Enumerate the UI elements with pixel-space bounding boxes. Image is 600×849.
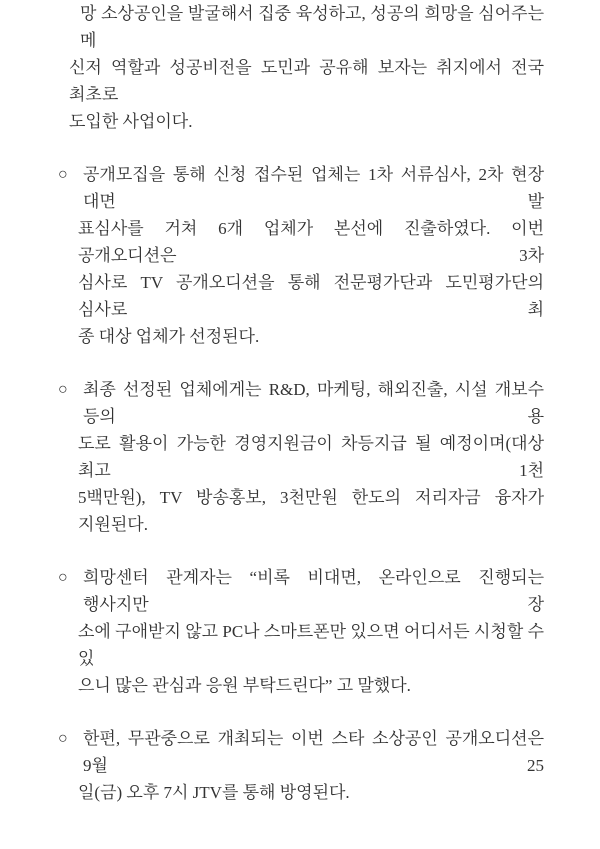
bullet-marker: ○ (58, 730, 68, 747)
bullet-marker: ○ (58, 381, 68, 398)
paragraph-line: 도로 활용이 가능한 경영지원금이 차등지급 될 예정이며(대상 최고 1천 (78, 434, 544, 480)
paragraph-line: 도입한 사업이다. (69, 112, 193, 131)
paragraph-line: 종 대상 업체가 선정된다. (78, 327, 260, 346)
paragraph-line: 심사로 TV 공개오디션을 통해 전문평가단과 도민평가단의 심사로 최 (78, 273, 544, 319)
paragraph-line: 5백만원), TV 방송홍보, 3천만원 한도의 저리자금 융자가 지원된다. (78, 488, 544, 534)
paragraph-line: 표심사를 거쳐 6개 업체가 본선에 진출하였다. 이번 공개오디션은 3차 (78, 219, 544, 265)
paragraph-line: 일(금) 오후 7시 JTV를 통해 방영된다. (78, 783, 350, 802)
paragraph-line: 희망센터 관계자는 “비록 비대면, 온라인으로 진행되는 행사지만 장 (83, 568, 544, 614)
paragraph (58, 376, 544, 538)
paragraph-line: 망 소상공인을 발굴해서 집중 육성하고, 성공의 희망을 심어주는 메 (80, 4, 544, 50)
paragraph (58, 161, 544, 350)
paragraph (58, 564, 544, 699)
bullet-marker: ○ (58, 569, 68, 586)
paragraph (69, 0, 544, 135)
paragraph-line: 한편, 무관중으로 개최되는 이번 스타 소상공인 공개오디션은 9월 25 (83, 729, 544, 775)
paragraph-line: 신저 역할과 성공비전을 도민과 공유해 보자는 취지에서 전국 최초로 (69, 58, 544, 104)
paragraph-line: 공개모집을 통해 신청 접수된 업체는 1차 서류심사, 2차 현장 대면 발 (83, 165, 544, 211)
paragraph-line: 소에 구애받지 않고 PC나 스마트폰만 있으면 어디서든 시청할 수 있 (78, 622, 544, 668)
paragraph (58, 725, 544, 806)
paragraph-line: 으니 많은 관심과 응원 부탁드린다” 고 말했다. (78, 676, 411, 695)
bullet-marker: ○ (58, 166, 68, 183)
paragraph-line: 최종 선정된 업체에게는 R&D, 마케팅, 해외진출, 시설 개보수 등의 용 (83, 380, 544, 426)
